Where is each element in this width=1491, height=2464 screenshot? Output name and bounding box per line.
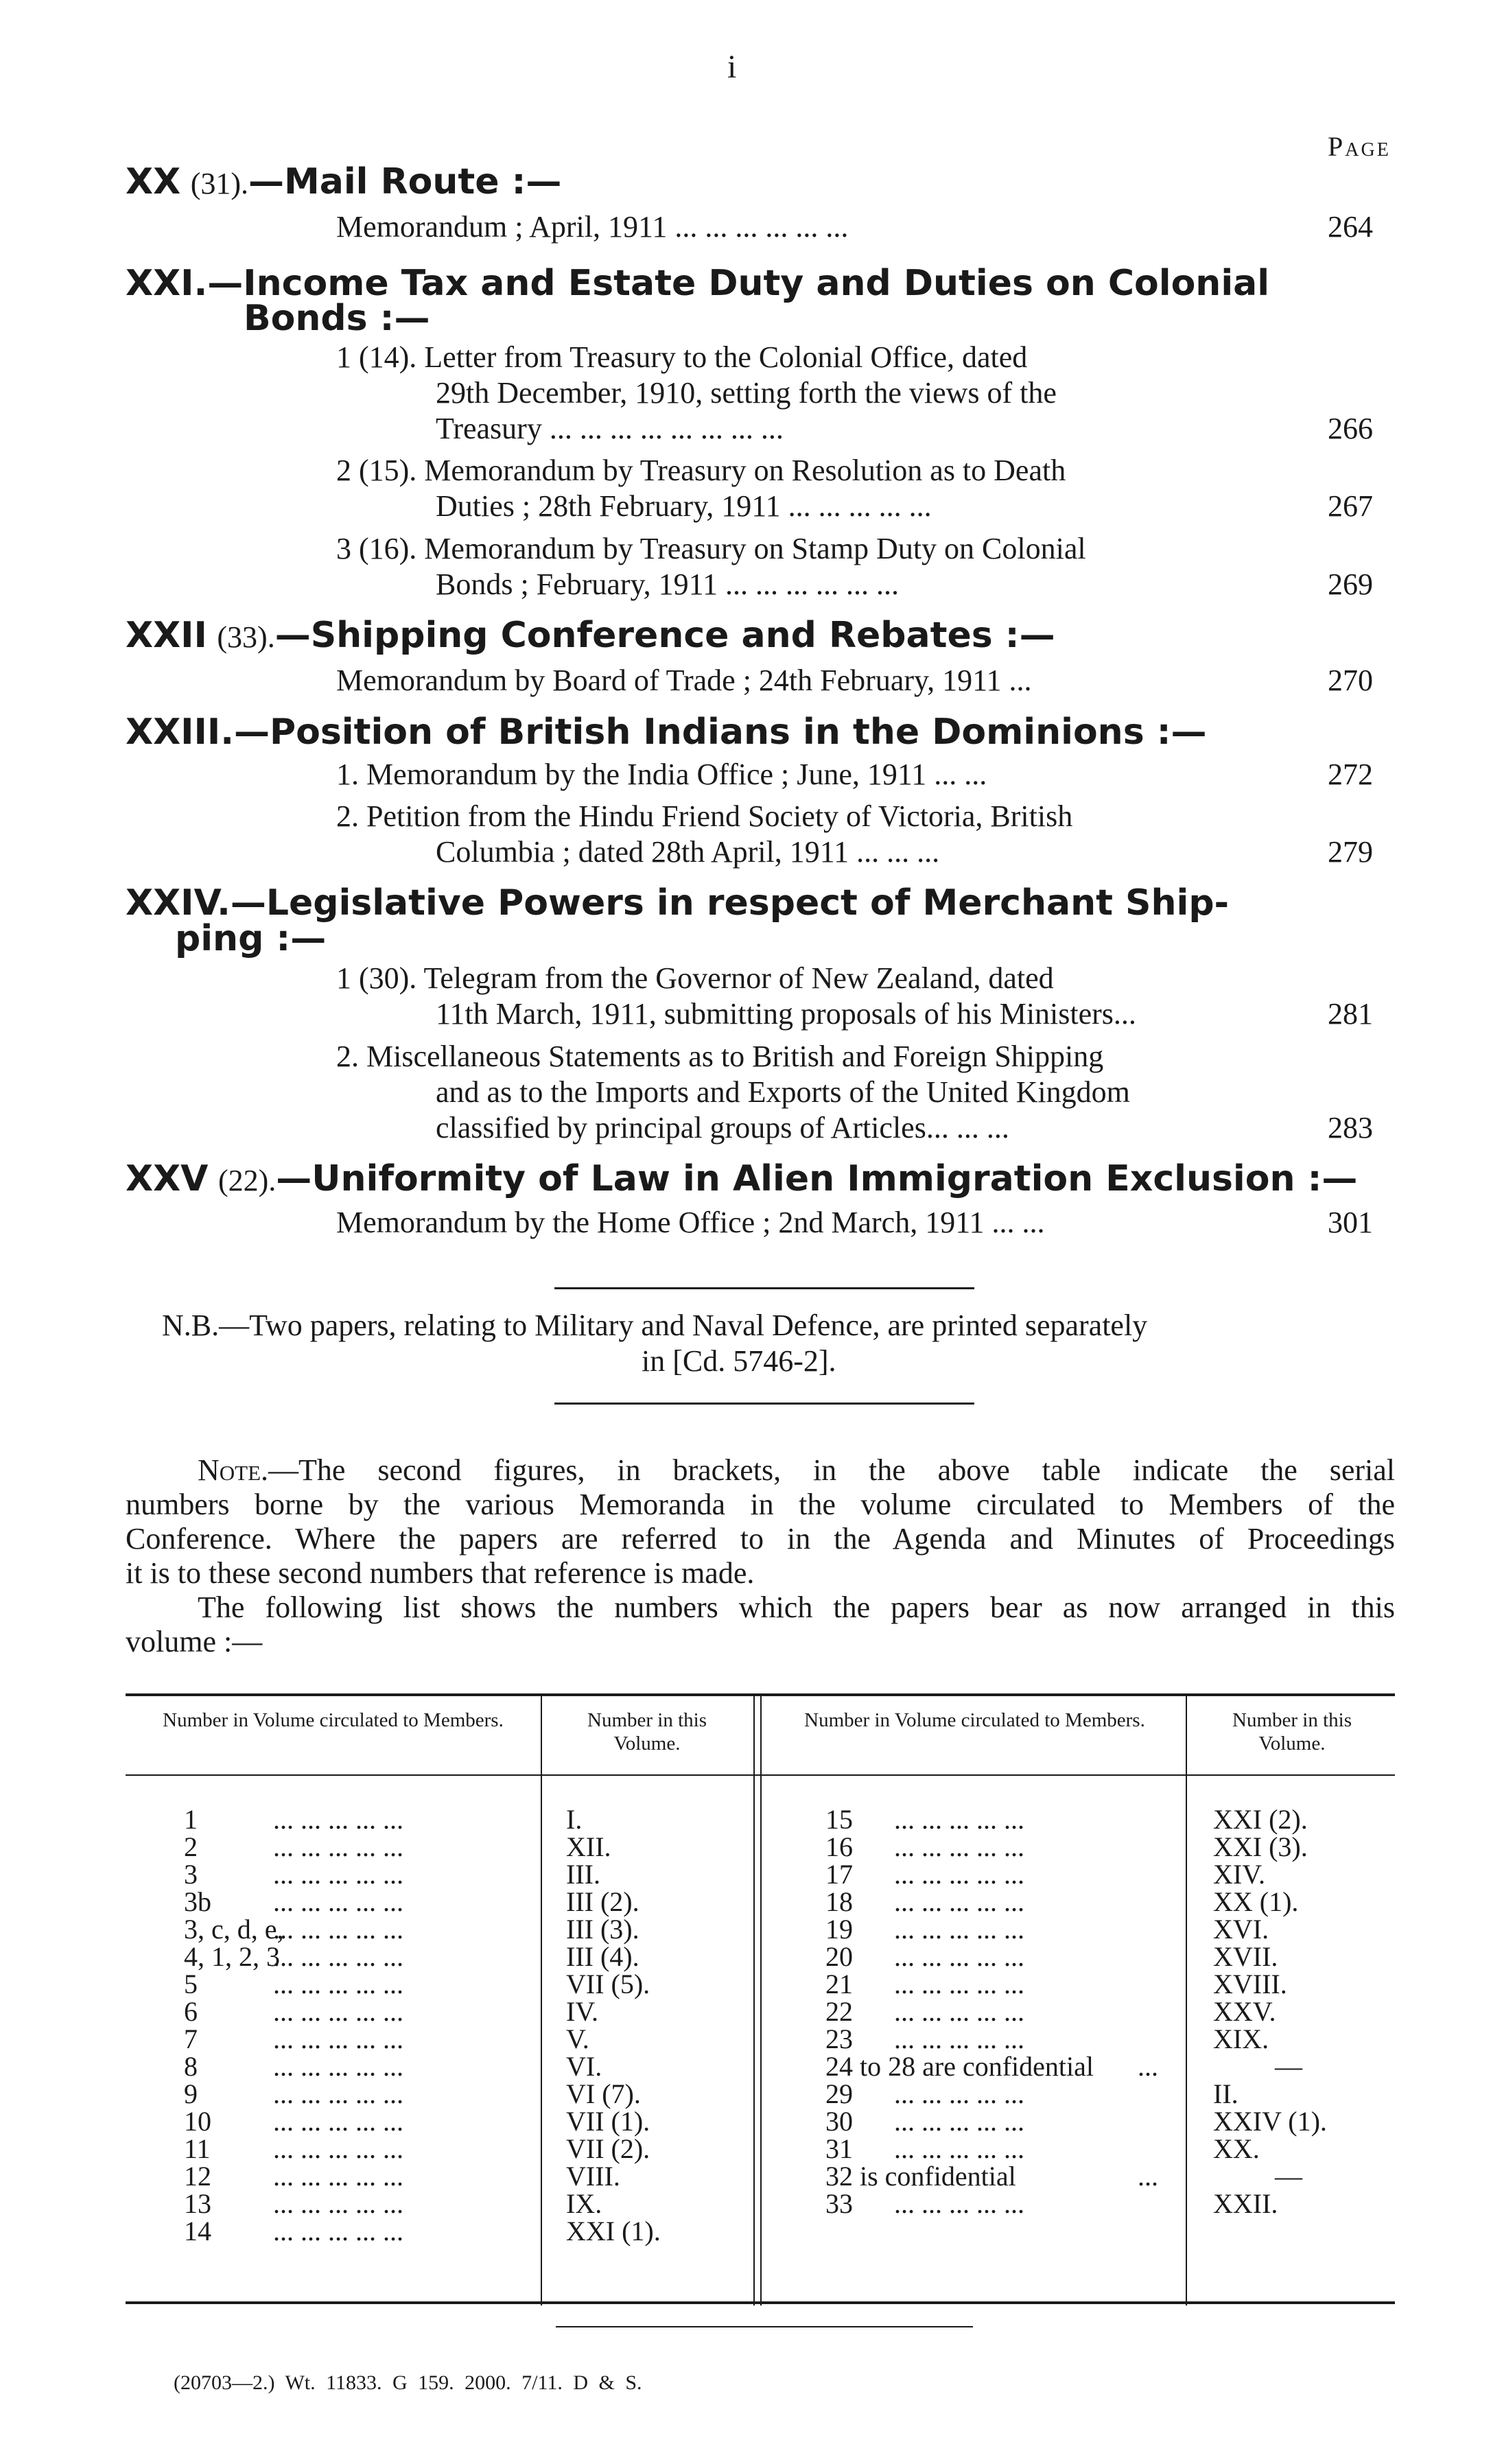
header-left-volume: Number in this Volume. [587, 1709, 707, 1755]
nb-line: N.B.—Two papers, relating to Military and Naval Defence, are printed separately [162, 1309, 1148, 1342]
table-row-leader-dots: ... ... ... ... ... [894, 2078, 1024, 2109]
page-ref: 267 [1328, 489, 1373, 523]
table-row-leader-dots: ... ... ... ... ... [273, 2023, 403, 2054]
table-row-member-number: 16 [825, 1831, 853, 1862]
table-row-leader-dots: ... ... ... ... ... [894, 1996, 1024, 2027]
table-row-volume-number: XVI. [1213, 1914, 1269, 1945]
table-row-volume-number: IX. [566, 2188, 602, 2219]
table-row-leader-dots: ... ... ... ... ... [273, 1831, 403, 1862]
column-divider [753, 1693, 755, 2305]
table-row-leader-dots: ... ... ... ... ... [894, 1969, 1024, 1999]
following-line: The following list shows the numbers which the papers bear as now arranged in this [198, 1591, 1395, 1624]
table-row-member-number: 29 [825, 2078, 853, 2109]
entry-item: Treasury ... ... ... ... ... ... ... ... [436, 412, 784, 445]
table-row-leader-dots: ... ... ... ... ... [273, 1941, 403, 1972]
table-row-leader-dots: ... ... ... ... ... [273, 2188, 403, 2219]
entry-heading: XXII (33).—Shipping Conference and Rebates :— [126, 615, 1055, 656]
header-left-members: Number in Volume circulated to Members. [163, 1709, 504, 1731]
table-row-leader-dots: ... [1138, 2161, 1158, 2192]
note-line: Conference. Where the papers are referred to in the Agenda and Minutes of Proceedings [126, 1522, 1395, 1556]
table-row-volume-number: XX. [1213, 2133, 1260, 2164]
entry-item: 1 (30). Telegram from the Governor of New Zealand, dated [336, 961, 1054, 995]
table-row-volume-number: — [1275, 2051, 1302, 2082]
table-row-member-number: 5 [184, 1969, 198, 1999]
divider [554, 1287, 974, 1289]
table-row-member-number: 9 [184, 2078, 198, 2109]
entry-item: 2 (15). Memorandum by Treasury on Resolution as to Death [336, 454, 1066, 487]
table-row-volume-number: XIX. [1213, 2023, 1269, 2054]
note-line: numbers borne by the various Memoranda in the volume circulated to Members of the [126, 1488, 1395, 1521]
entry-item: Bonds ; February, 1911 ... ... ... ... ... ... [436, 567, 900, 601]
following-line: volume :— [126, 1625, 263, 1658]
page-number: i [727, 49, 737, 85]
table-row-leader-dots: ... ... ... ... ... [273, 1914, 403, 1945]
page-ref: 269 [1328, 567, 1373, 601]
table-row-leader-dots: ... [1138, 2051, 1158, 2082]
table-row-member-number: 3, c, d, e, [184, 1914, 284, 1945]
table-row-member-number: 1 [184, 1804, 198, 1835]
nb-line: in [Cd. 5746-2]. [642, 1344, 836, 1378]
table-row-volume-number: III (2). [566, 1886, 639, 1917]
note-line: —The second figures, in brackets, in the above table indicate the serial [268, 1453, 1395, 1487]
table-row-volume-number: XXII. [1213, 2188, 1278, 2219]
entry-item: Memorandum by the Home Office ; 2nd March, 1911 ... ... [336, 1206, 1045, 1239]
table-row-volume-number: I. [566, 1804, 583, 1835]
table-row-volume-number: VII (5). [566, 1969, 650, 1999]
table-row-member-number: 14 [184, 2216, 211, 2246]
table-row-leader-dots: ... ... ... ... ... [894, 2133, 1024, 2164]
table-row-volume-number: XII. [566, 1831, 611, 1862]
table-row-leader-dots: ... ... ... ... ... [273, 2133, 403, 2164]
table-row-member-number: 13 [184, 2188, 211, 2219]
table-row-volume-number: XXI (2). [1213, 1804, 1308, 1835]
table-row-member-number: 8 [184, 2051, 198, 2082]
table-row-member-number: 31 [825, 2133, 853, 2164]
table-row-volume-number: VI. [566, 2051, 602, 2082]
table-row-member-number: 4, 1, 2, 3 [184, 1941, 280, 1972]
entry-item: Columbia ; dated 28th April, 1911 ... ... ... [436, 835, 940, 869]
table-row-leader-dots: ... ... ... ... ... [894, 2023, 1024, 2054]
page-ref: 266 [1328, 412, 1373, 445]
table-row-leader-dots: ... ... ... ... ... [894, 1941, 1024, 1972]
table-row-leader-dots: ... ... ... ... ... [273, 2161, 403, 2192]
entry-heading-cont: ping :— [175, 918, 327, 959]
page-ref: 270 [1328, 664, 1373, 697]
table-row-leader-dots: ... ... ... ... ... [894, 2106, 1024, 2137]
table-row-leader-dots: ... ... ... ... ... [273, 2051, 403, 2082]
page-ref: 301 [1328, 1206, 1373, 1239]
divider [556, 2326, 973, 2327]
table-row-volume-number: VIII. [566, 2161, 620, 2192]
table-row-volume-number: XXI (1). [566, 2216, 661, 2246]
table-row-member-number: 7 [184, 2023, 198, 2054]
table-row-leader-dots: ... ... ... ... ... [273, 1804, 403, 1835]
table-row-member-number: 30 [825, 2106, 853, 2137]
table-row-volume-number: XXI (3). [1213, 1831, 1308, 1862]
table-row-member-number: 24 to 28 are confidential [825, 2051, 1094, 2082]
table-row-leader-dots: ... ... ... ... ... [273, 1859, 403, 1890]
entry-item: 1. Memorandum by the India Office ; June, 1911 ... ... [336, 758, 987, 791]
table-row-volume-number: XXIV (1). [1213, 2106, 1327, 2137]
table-row-volume-number: IV. [566, 1996, 599, 2027]
table-row-volume-number: — [1275, 2161, 1302, 2192]
table-row-member-number: 17 [825, 1859, 853, 1890]
table-row-leader-dots: ... ... ... ... ... [273, 1969, 403, 1999]
entry-item: Memorandum by Board of Trade ; 24th February, 1911 ... [336, 664, 1032, 697]
table-row-member-number: 18 [825, 1886, 853, 1917]
table-row-member-number: 19 [825, 1914, 853, 1945]
table-row-volume-number: III. [566, 1859, 600, 1890]
table-row-leader-dots: ... ... ... ... ... [894, 1804, 1024, 1835]
entry-heading: XXIV.—Legislative Powers in respect of Merchant Ship- [126, 882, 1230, 924]
table-row-volume-number: II. [1213, 2078, 1238, 2109]
entry-item: Duties ; 28th February, 1911 ... ... ... ... ... [436, 489, 932, 523]
note-line: it is to these second numbers that reference is made. [126, 1556, 755, 1590]
table-row-volume-number: III (3). [566, 1914, 639, 1945]
page-ref: 264 [1328, 210, 1373, 244]
header-right-members: Number in Volume circulated to Members. [804, 1709, 1145, 1731]
entry-item: and as to the Imports and Exports of the United Kingdom [436, 1075, 1130, 1109]
entry-item: 29th December, 1910, setting forth the views of the [436, 376, 1057, 410]
note-paragraph [126, 1453, 1395, 1659]
entry-item: classified by principal groups of Articles... ... ... [436, 1111, 1009, 1145]
entry-heading: XXV (22).—Uniformity of Law in Alien Immigration Exclusion :— [126, 1158, 1358, 1199]
entry-item: 3 (16). Memorandum by Treasury on Stamp Duty on Colonial [336, 532, 1086, 565]
page-ref: 283 [1328, 1111, 1373, 1145]
entry-item: 11th March, 1911, submitting proposals of his Ministers... [436, 997, 1136, 1031]
table-row-leader-dots: ... ... ... ... ... [273, 2106, 403, 2137]
page-ref: 272 [1328, 758, 1373, 791]
table-row-volume-number: VI (7). [566, 2078, 641, 2109]
table-row-member-number: 20 [825, 1941, 853, 1972]
table-row-volume-number: XVIII. [1213, 1969, 1287, 1999]
table-row-leader-dots: ... ... ... ... ... [273, 2078, 403, 2109]
table-row-volume-number: XX (1). [1213, 1886, 1299, 1917]
table-row-leader-dots: ... ... ... ... ... [894, 1859, 1024, 1890]
page-ref: 281 [1328, 997, 1373, 1031]
table-row-leader-dots: ... ... ... ... ... [273, 2216, 403, 2246]
entry-heading: XXI.—Income Tax and Estate Duty and Duties on Colonial [126, 263, 1270, 304]
table-row-member-number: 3 [184, 1859, 198, 1890]
table-row-member-number: 15 [825, 1804, 853, 1835]
entry-item: 1 (14). Letter from Treasury to the Colonial Office, dated [336, 340, 1028, 374]
page-ref: 279 [1328, 835, 1373, 869]
table-row-member-number: 22 [825, 1996, 853, 2027]
table-row-leader-dots: ... ... ... ... ... [894, 1914, 1024, 1945]
divider [554, 1403, 974, 1405]
entry-item: 2. Miscellaneous Statements as to British and Foreign Shipping [336, 1040, 1104, 1073]
column-divider [1186, 1693, 1187, 2305]
entry-item: Memorandum ; April, 1911 ... ... ... ... ... ... [336, 210, 849, 244]
table-row-member-number: 12 [184, 2161, 211, 2192]
table-row-member-number: 23 [825, 2023, 853, 2054]
table-row-member-number: 6 [184, 1996, 198, 2027]
entry-item: 2. Petition from the Hindu Friend Society of Victoria, British [336, 799, 1073, 833]
table-row-leader-dots: ... ... ... ... ... [894, 2188, 1024, 2219]
table-row-volume-number: III (4). [566, 1941, 639, 1972]
table-row-member-number: 3b [184, 1886, 211, 1917]
table-row-member-number: 2 [184, 1831, 198, 1862]
table-row-volume-number: VII (1). [566, 2106, 650, 2137]
table-row-leader-dots: ... ... ... ... ... [894, 1831, 1024, 1862]
table-row-leader-dots: ... ... ... ... ... [894, 1886, 1024, 1917]
table-row-volume-number: XVII. [1213, 1941, 1278, 1972]
entry-heading: XX (31).—Mail Route :— [126, 161, 562, 202]
page-column-header: Page [1328, 131, 1391, 162]
table-row-volume-number: V. [566, 2023, 589, 2054]
column-divider [760, 1693, 762, 2305]
note-label: Note. [198, 1453, 269, 1487]
table-row-volume-number: VII (2). [566, 2133, 650, 2164]
table-row-member-number: 32 is confidential [825, 2161, 1016, 2192]
column-divider [541, 1693, 542, 2305]
table-row-volume-number: XXV. [1213, 1996, 1276, 2027]
table-row-member-number: 33 [825, 2188, 853, 2219]
table-row-leader-dots: ... ... ... ... ... [273, 1996, 403, 2027]
table-row-member-number: 21 [825, 1969, 853, 1999]
entry-heading-cont: Bonds :— [244, 298, 430, 339]
entry-heading: XXIII.—Position of British Indians in the Dominions :— [126, 712, 1207, 753]
table-row-volume-number: XIV. [1213, 1859, 1265, 1890]
table-row-member-number: 10 [184, 2106, 211, 2137]
table-row-leader-dots: ... ... ... ... ... [273, 1886, 403, 1917]
printer-imprint: (20703—2.) Wt. 11833. G 159. 2000. 7/11. D & S. [174, 2371, 642, 2394]
table-row-member-number: 11 [184, 2133, 211, 2164]
volume-number-table [126, 1693, 1395, 2305]
header-right-volume: Number in this Volume. [1232, 1709, 1352, 1755]
